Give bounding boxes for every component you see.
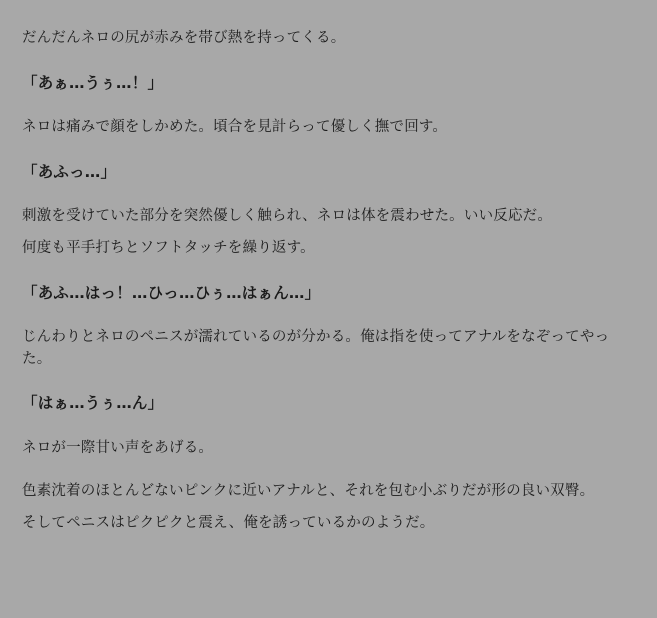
- paragraph-dialogue: 「あぁ…うぅ…！」: [22, 73, 164, 92]
- paragraph-narration: そしてペニスはピクピクと震え、俺を誘っているかのようだ。: [22, 515, 435, 531]
- paragraph-narration: 刺激を受けていた部分を突然優しく触られ、ネロは体を震わせた。いい反応だ。: [22, 208, 553, 224]
- paragraph-narration: ネロは痛みで顔をしかめた。頃合を見計らって優しく撫で回す。: [22, 119, 448, 135]
- paragraph-narration: 何度も平手打ちとソフトタッチを繰り返す。: [22, 239, 315, 256]
- paragraph-narration: 色素沈着のほとんどないピンクに近いアナルと、それを包む小ぶりだが形の良い双臀。: [22, 483, 595, 500]
- paragraph-narration: だんだんネロの尻が赤みを帯び熱を持ってくる。: [22, 30, 346, 46]
- paragraph-narration: ネロが一際甘い声をあげる。: [22, 439, 214, 456]
- paragraph-narration: じんわりとネロのペニスが濡れているのが分かる。俺は指を使ってアナルをなぞってやった。: [22, 328, 610, 367]
- paragraph-dialogue: 「あふっ…」: [22, 162, 117, 181]
- paragraph-dialogue: 「はぁ…うぅ…ん」: [22, 394, 164, 413]
- paragraph-dialogue: 「あふ…はっ！…ひっ…ひぅ…はぁん…」: [22, 283, 321, 302]
